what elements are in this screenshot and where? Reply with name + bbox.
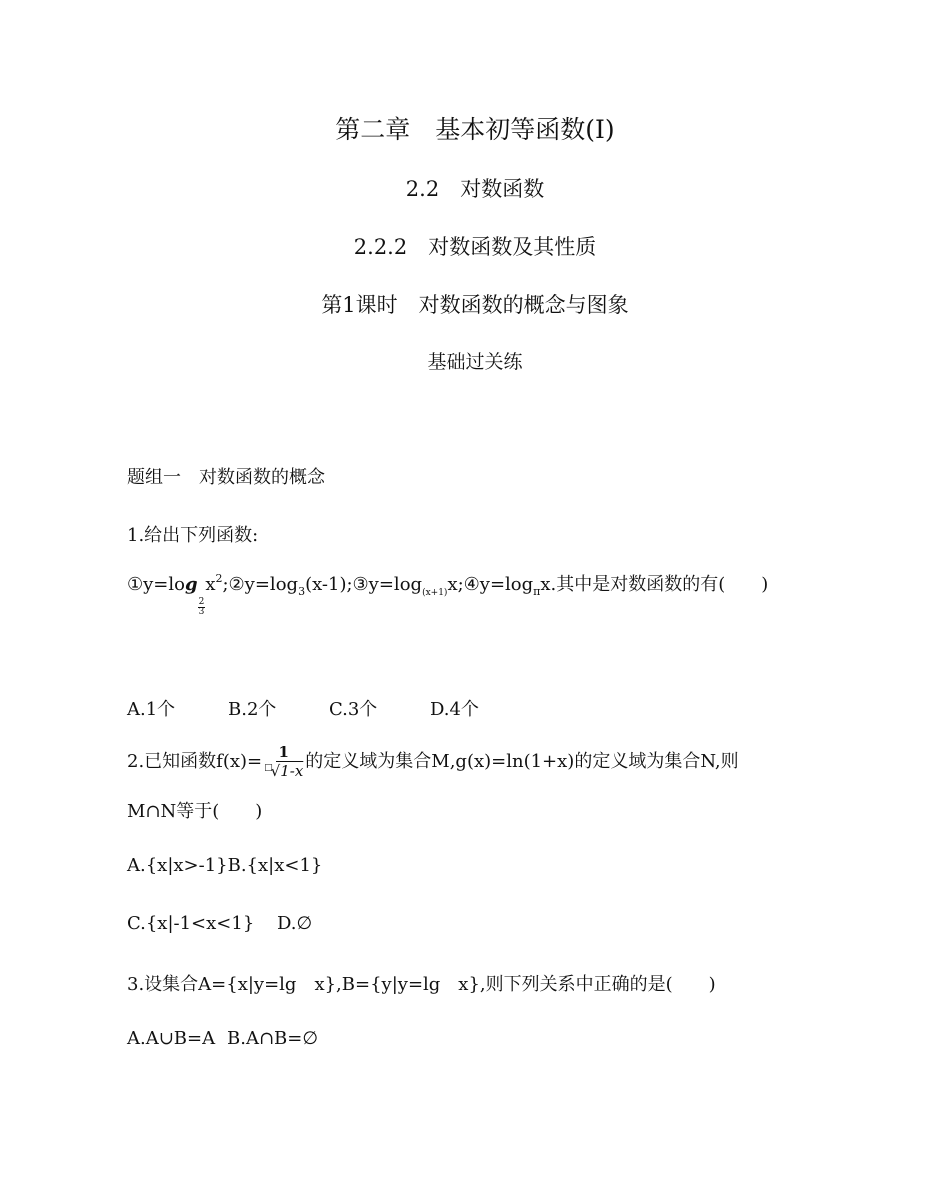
- subsection-title: 2.2.2 对数函数及其性质: [353, 235, 597, 259]
- question-1-stem: 1.给出下列函数:: [127, 525, 259, 546]
- question-3-options: [127, 1028, 318, 1049]
- lesson-title: 第1课时 对数函数的概念与图象: [321, 293, 629, 317]
- option-d[interactable]: D.4个: [430, 699, 479, 720]
- section-title: 2.2 对数函数: [405, 177, 545, 201]
- function-3: $③y=\log_{(x+1)}x$;: [352, 574, 464, 598]
- fraction: $\frac{1}{^□√1-x}$: [264, 743, 304, 780]
- option-d[interactable]: D.∅: [277, 913, 313, 934]
- option-c[interactable]: C.{x|-1<x<1}: [127, 913, 255, 934]
- question-2-options-row1: [127, 855, 322, 876]
- option-a[interactable]: A.1个: [127, 699, 176, 720]
- question-2-stem: 2.已知函数f(x)= $\frac{1}{^□√1-x}$ 的定义域为集合M,g(x)=ln(1+x)的定义域为集合N,则: [127, 743, 739, 780]
- option-b[interactable]: B.A∩B=∅: [227, 1028, 319, 1049]
- option-c[interactable]: C.3个: [329, 699, 378, 720]
- question-2-stem-cont: M∩N等于( ): [127, 801, 263, 822]
- question-1-tail: 其中是对数函数的有( ): [556, 574, 769, 595]
- exercise-type-title: 基础过关练: [427, 351, 523, 373]
- question-3-stem: 3.设集合A={x|y=lg x},B={y|y=lg x},则下列关系中正确的是( ): [127, 974, 716, 995]
- question-2-options-row2: [127, 913, 312, 934]
- function-1: ①y=log $\frac{2}{3}$ $x^2$;: [127, 572, 229, 617]
- group-title: 题组一 对数函数的概念: [127, 467, 325, 488]
- log-base-fraction: $\frac{2}{3}$: [198, 597, 205, 617]
- function-2: $②y=\log_3(x-1)$;: [228, 574, 353, 598]
- radical-index: □: [264, 763, 273, 773]
- option-b[interactable]: B.2个: [228, 699, 277, 720]
- function-4: $④y=\log_\pi x$.: [463, 574, 557, 598]
- chapter-title: 第二章 基本初等函数(Ⅰ): [335, 115, 615, 144]
- question-1-options: [127, 695, 479, 721]
- option-b[interactable]: B.{x|x<1}: [227, 855, 323, 876]
- option-a[interactable]: A.A∪B=A: [127, 1028, 216, 1049]
- question-1-functions: [127, 570, 768, 617]
- option-a[interactable]: A.{x|x>-1}: [127, 855, 228, 876]
